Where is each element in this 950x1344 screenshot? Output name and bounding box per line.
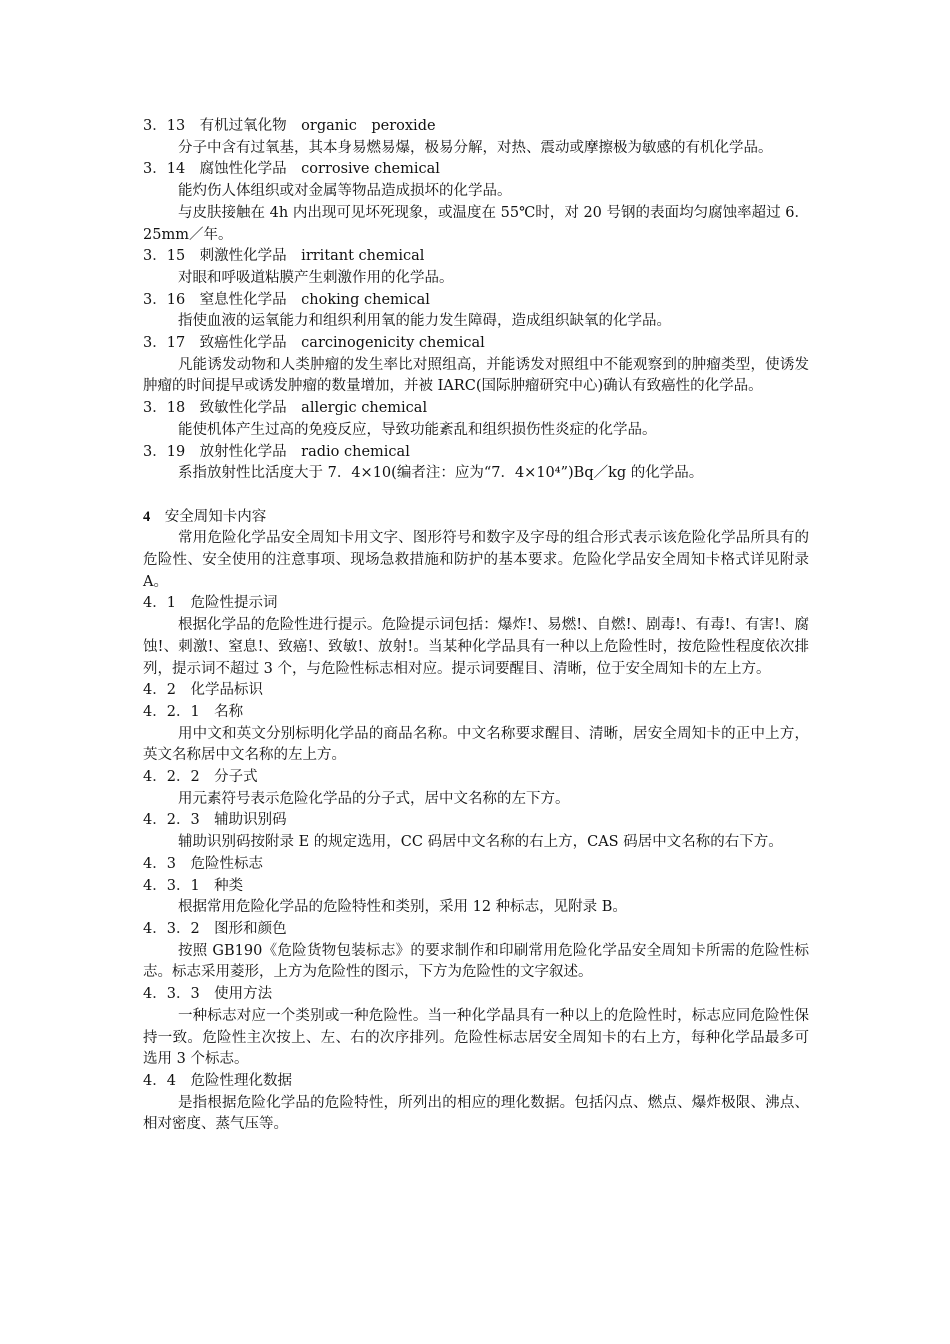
section-heading-3-19: 3．19 放射性化学品 radio chemical — [143, 443, 410, 460]
section-heading-4-2: 4．2 化学品标识 — [143, 682, 263, 699]
section-heading-4-2-3: 4．2．3 辅助识别码 — [143, 812, 287, 829]
paragraph-4-4: 是指根据危险化学品的危险特性，所列出的相应的理化数据。包括闪点、燃点、爆炸极限、沸点、相对密度、蒸气压等。 — [143, 1094, 809, 1133]
section-heading-4 — [143, 507, 809, 529]
section-heading-3-14: 3．14 腐蚀性化学品 corrosive chemical — [143, 161, 440, 178]
paragraph-3-14-a: 能灼伤人体组织或对金属等物品造成损坏的化学品。 — [178, 183, 512, 200]
paragraph-4-2-2: 用元素符号表示危险化学品的分子式，居中文名称的左下方。 — [178, 790, 570, 807]
paragraph-4-3-1: 根据常用危险化学品的危险特性和类别，采用 12 种标志，见附录 B。 — [178, 899, 627, 916]
paragraph-3-17: 凡能诱发动物和人类肿瘤的发生率比对照组高，并能诱发对照组中不能观察到的肿瘤类型，使诱发肿瘤的时间提早或诱发肿瘤的数量增加，并被 IARC(国际肿瘤研究中心)确认有致癌性的化学品。 — [143, 356, 809, 395]
paragraph-3-16: 指使血液的运氧能力和组织利用氧的能力发生障碍，造成组织缺氧的化学品。 — [178, 313, 671, 330]
section-heading-4-3: 4．3 危险性标志 — [143, 855, 263, 872]
section-heading-3-15: 3．15 刺激性化学品 irritant chemical — [143, 248, 425, 265]
document-page — [143, 116, 809, 1136]
section-heading-3-17: 3．17 致癌性化学品 carcinogenicity chemical — [143, 335, 485, 352]
paragraph-4-2-3: 辅助识别码按附录 E 的规定选用，CC 码居中文名称的右上方，CAS 码居中文名称的右下方。 — [178, 834, 783, 851]
section-spacer — [143, 485, 809, 507]
section-title-4: 安全周知卡内容 — [150, 508, 267, 525]
section-heading-3-13: 3．13 有机过氧化物 organic peroxide — [143, 118, 436, 134]
section-heading-3-18: 3．18 致敏性化学品 allergic chemical — [143, 400, 428, 417]
section-heading-4-2-1: 4．2．1 名称 — [143, 703, 244, 720]
section-heading-4-4: 4．4 危险性理化数据 — [143, 1072, 292, 1089]
section-heading-4-3-1: 4．3．1 种类 — [143, 877, 244, 894]
paragraph-4-1: 根据化学品的危险性进行提示。危险提示词包括：爆炸!、易燃!、自燃!、剧毒!、有毒!、有害!、腐蚀!、刺激!、窒息!、致癌!、致敏!、放射!。当某种化学品具有一种以上危险性时，按危险性程度依次排列，提示词不超过 3 个，与危险性标志相对应。提示词要醒目、清晰，位于安全周知卡的左上方。 — [143, 617, 809, 677]
section-number-4: 4 — [143, 508, 151, 525]
paragraph-4: 常用危险化学品安全周知卡用文字、图形符号和数字及字母的组合形式表示该危险化学品所具有的危险性、安全使用的注意事项、现场急救措施和防护的基本要求。危险化学品安全周知卡格式详见附录 A。 — [143, 530, 809, 590]
paragraph-3-18: 能使机体产生过高的免疫反应，导致功能紊乱和组织损伤性炎症的化学品。 — [178, 421, 657, 438]
paragraph-3-15: 对眼和呼吸道粘膜产生刺激作用的化学品。 — [178, 269, 454, 286]
paragraph-4-3-3: 一种标志对应一个类别或一种危险性。当一种化学晶具有一种以上的危险性时，标志应同危险性保持一致。危险性主次按上、左、右的次序排列。危险性标志居安全周知卡的右上方，每种化学品最多可选用 3 个标志。 — [143, 1007, 809, 1068]
paragraph-3-14-b: 与皮肤接触在 4h 内出现可见坏死现象，或温度在 55℃时，对 20 号钢的表面均匀腐蚀率超过 6．25mm／年。 — [143, 204, 809, 243]
section-heading-4-1: 4．1 危险性提示词 — [143, 595, 278, 612]
section-heading-3-16: 3．16 窒息性化学品 choking chemical — [143, 291, 430, 308]
paragraph-3-13: 分子中含有过氧基，其本身易燃易爆，极易分解，对热、震动或摩擦极为敏感的有机化学品。 — [178, 139, 773, 156]
paragraph-4-2-1: 用中文和英文分别标明化学品的商品名称。中文名称要求醒目、清晰，居安全周知卡的正中上方，英文名称居中文名称的左上方。 — [143, 725, 809, 764]
section-heading-4-2-2: 4．2．2 分子式 — [143, 769, 258, 786]
paragraph-3-19: 系指放射性比活度大于 7．4×10(编者注：应为“7．4×10⁴”)Bq／kg 的化学品。 — [178, 465, 704, 482]
section-heading-4-3-2: 4．3．2 图形和颜色 — [143, 921, 287, 937]
section-heading-4-3-3: 4．3．3 使用方法 — [143, 986, 273, 1003]
paragraph-4-3-2: 按照 GB190《危险货物包装标志》的要求制作和印刷常用危险化学品安全周知卡所需的危险性标志。标志采用菱形，上方为危险性的图示，下方为危险性的文字叙述。 — [143, 942, 809, 981]
